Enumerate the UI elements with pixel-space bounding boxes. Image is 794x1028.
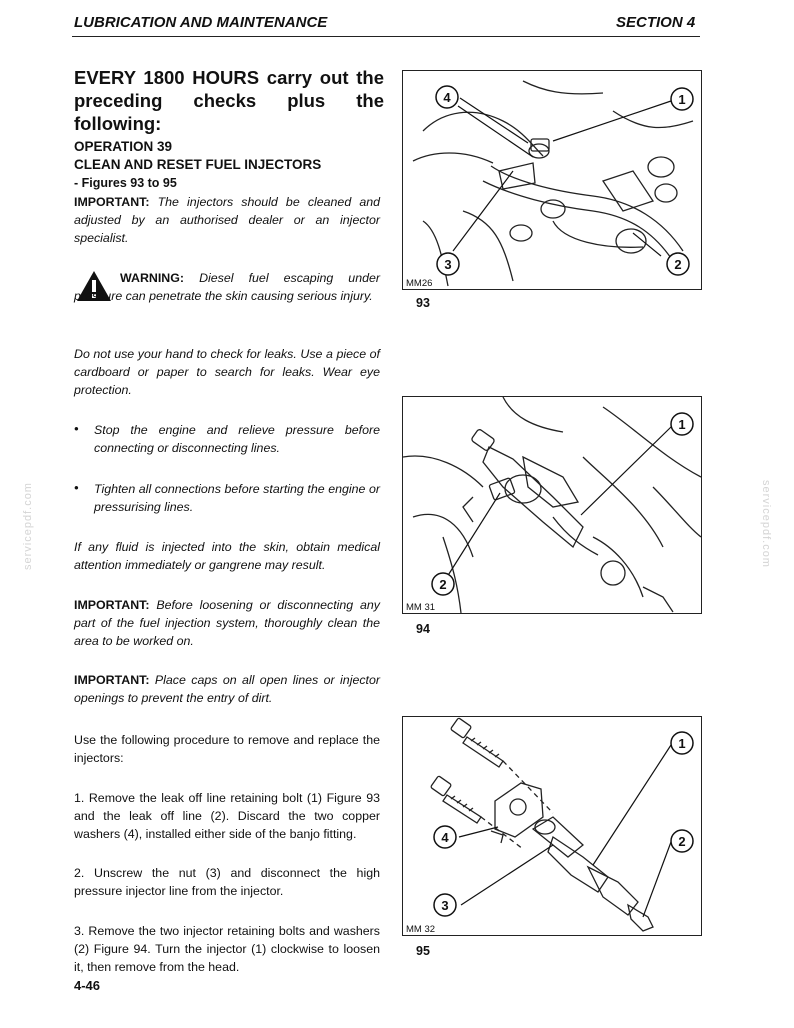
- figure-95-illustration: [403, 717, 701, 935]
- operation-figures-ref: - Figures 93 to 95: [74, 176, 177, 190]
- header-rule: [72, 36, 700, 37]
- warning-text: Diesel fuel escaping under pressure can penetrate the skin causing serious injury.: [74, 271, 380, 303]
- procedure-step-2: 2. Unscrew the nut (3) and disconnect the high pressure injector line from the injector.: [74, 866, 380, 898]
- important-text: The injectors should be cleaned and adjusted by an authorised dealer or an injector specialist.: [74, 195, 380, 245]
- page-heading: EVERY 1800 HOURS carry out the preceding checks plus the following:: [74, 67, 384, 134]
- figure-95-code: MM 32: [406, 924, 436, 935]
- bullet-item-1: Stop the engine and relieve pressure before connecting or disconnecting lines.: [94, 423, 380, 455]
- figure-95-callout: 3: [441, 898, 449, 913]
- important-text: Before loosening or disconnecting any part of the fuel injection system, thoroughly clean the area to be worked on.: [74, 598, 380, 648]
- figure-94-code: MM 31: [406, 602, 436, 613]
- bullet-item-2: Tighten all connections before starting the engine or pressurising lines.: [94, 482, 380, 514]
- important-label: IMPORTANT:: [74, 673, 150, 687]
- important-label: IMPORTANT:: [74, 195, 150, 209]
- figure-93-callout: 2: [674, 257, 682, 272]
- bullet-mark: •: [74, 421, 79, 436]
- header-section-number: SECTION 4: [616, 14, 696, 31]
- figure-95-callout: 1: [678, 736, 686, 751]
- figure-95-callout: 2: [678, 834, 686, 849]
- important-note-3: [74, 671, 380, 707]
- procedure-step-3: 3. Remove the two injector retaining bolts and washers (2) Figure 94. Turn the injector (1) clockwise to loosen it, then remove from the head.: [74, 924, 380, 974]
- figure-93-callout: 1: [678, 92, 686, 107]
- figure-94-callout: 2: [439, 577, 447, 592]
- figure-94: [402, 396, 702, 614]
- figure-94-callout: 1: [678, 417, 686, 432]
- bullet-mark: •: [74, 480, 79, 495]
- important-note-1: [74, 193, 380, 247]
- figure-93: [402, 70, 702, 290]
- page-number: 4-46: [74, 978, 101, 993]
- important-note-2: [74, 596, 380, 650]
- watermark-right: servicepdf.com: [760, 480, 772, 568]
- figure-93-callout: 3: [444, 257, 452, 272]
- warning-note: [74, 269, 380, 305]
- warning-label: WARNING:: [120, 271, 185, 285]
- header-section-title: LUBRICATION AND MAINTENANCE: [74, 14, 328, 31]
- operation-number: OPERATION 39: [74, 139, 173, 154]
- figure-94-number: 94: [416, 622, 430, 636]
- figure-95-number: 95: [416, 944, 430, 958]
- figure-94-illustration: [403, 397, 701, 613]
- procedure-intro: Use the following procedure to remove and replace the injectors:: [74, 733, 380, 765]
- figure-93-illustration: [403, 71, 701, 289]
- leak-check-note: Do not use your hand to check for leaks. Use a piece of cardboard or paper to search for leaks. Wear eye protection.: [74, 347, 380, 397]
- figure-95-callout: 4: [441, 830, 449, 845]
- watermark-left: servicepdf.com: [22, 482, 34, 570]
- figure-93-code: MM26: [406, 278, 433, 289]
- important-text: Place caps on all open lines or injector openings to prevent the entry of dirt.: [74, 673, 380, 705]
- operation-title: CLEAN AND RESET FUEL INJECTORS: [74, 157, 322, 172]
- fluid-injection-note: If any fluid is injected into the skin, obtain medical attention immediately or gangrene may result.: [74, 540, 380, 572]
- figure-93-number: 93: [416, 296, 430, 310]
- figure-95: [402, 716, 702, 936]
- important-label: IMPORTANT:: [74, 598, 150, 612]
- procedure-step-1: 1. Remove the leak off line retaining bolt (1) Figure 93 and the leak off line (2). Discard the two copper washers (4), installed either side of the banjo fitting.: [74, 791, 380, 841]
- figure-93-callout: 4: [443, 90, 451, 105]
